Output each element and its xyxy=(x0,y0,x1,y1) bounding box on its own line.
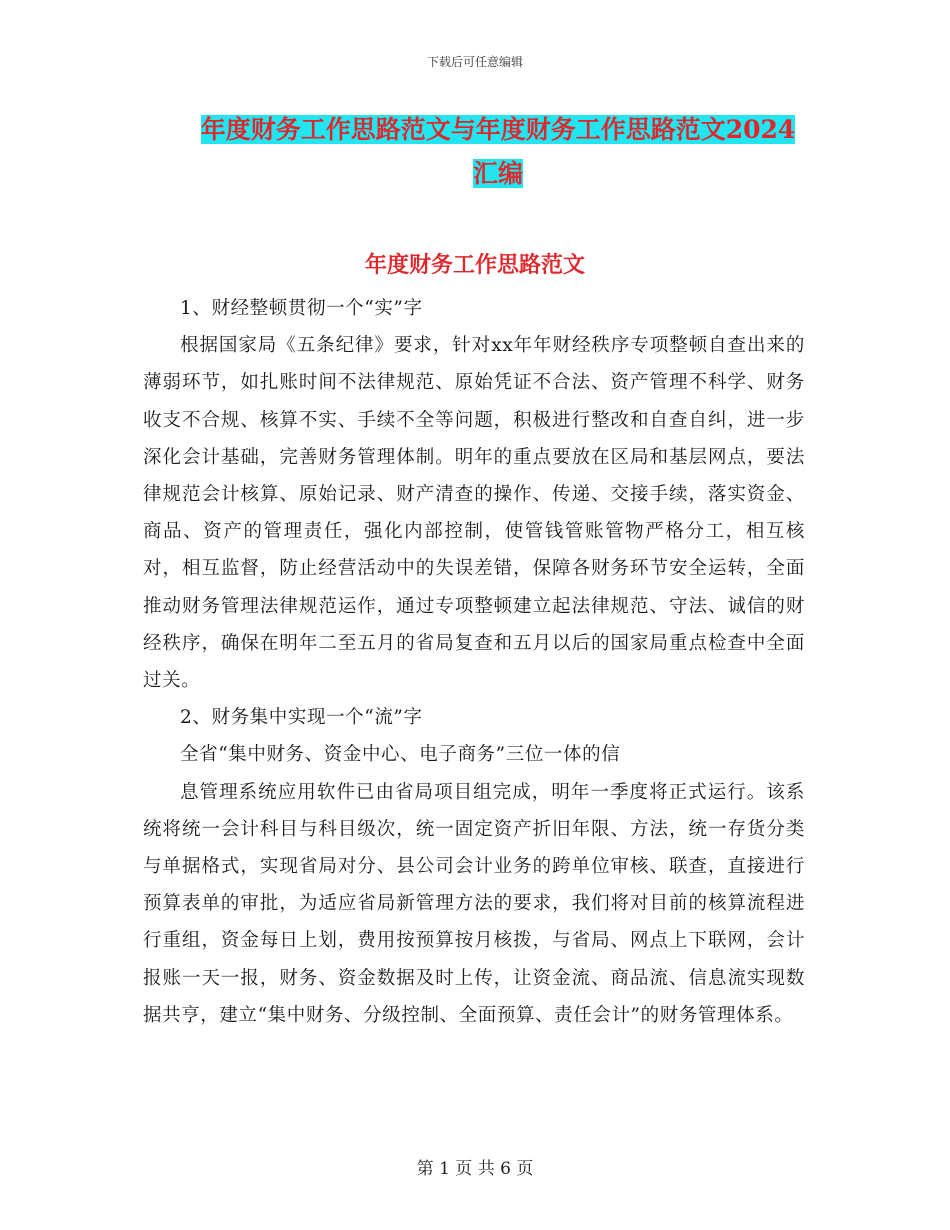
paragraph: 全省“集中财务、资金中心、电子商务”三位一体的信 xyxy=(180,744,621,766)
document-title xyxy=(188,108,808,196)
paragraph-heading-2: 2、财务集中实现一个“流”字 xyxy=(180,707,423,729)
paragraph: 息管理系统应用软件已由省局项目组完成，明年一季度将正式运行。该系统将统一会计科目与科目级次，统一固定资产折旧年限、方法，统一存货分类与单据格式，实现省局对分、县公司会计业务的跨单位审核、联查，直接进行预算表单的审批，为适应省局新管理方法的要求，我们将对目前的核算流程进行重组，资金每日上划，费用按预算按月核拨，与省局、网点上下联网，会计报账一天一报，财务、资金数据及时上传，让资金流、商品流、信息流实现数据共亨，建立“集中财务、分级控制、全面预算、责任会计”的财务管理体系。 xyxy=(143,781,805,1026)
document-title-line1: 年度财务工作思路范文与年度财务工作思路范文2024 xyxy=(200,115,796,144)
document-title-line2: 汇编 xyxy=(472,159,523,188)
document-body xyxy=(143,290,805,1034)
paragraph-heading-1: 1、财经整顿贯彻一个“实”字 xyxy=(180,298,423,319)
page-number: 第 1 页 共 6 页 xyxy=(416,1159,534,1179)
section-title: 年度财务工作思路范文 xyxy=(364,252,585,278)
paragraph: 根据国家局《五条纪律》要求，针对xx年年财经秩序专项整顿自查出来的薄弱环节，如扎账时间不法律规范、原始凭证不合法、资产管理不科学、财务收支不合规、核算不实、手续不全等问题，积极进行整改和自查自纠，进一步深化会计基础，完善财务管理体制。明年的重点要放在区局和基层网点，要法律规范会计核算、原始记录、财产清查的操作、传递、交接手续，落实资金、商品、资产的管理责任，强化内部控制，使管钱管账管物严格分工，相互核对，相互监督，防止经营活动中的失误差错，保障各财务环节安全运转，全面推动财务管理法律规范运作，通过专项整顿建立起法律规范、守法、诚信的财经秩序，确保在明年二至五月的省局复查和五月以后的国家局重点检查中全面过关。 xyxy=(143,335,805,692)
page-header-note: 下载后可任意编辑 xyxy=(426,55,523,69)
